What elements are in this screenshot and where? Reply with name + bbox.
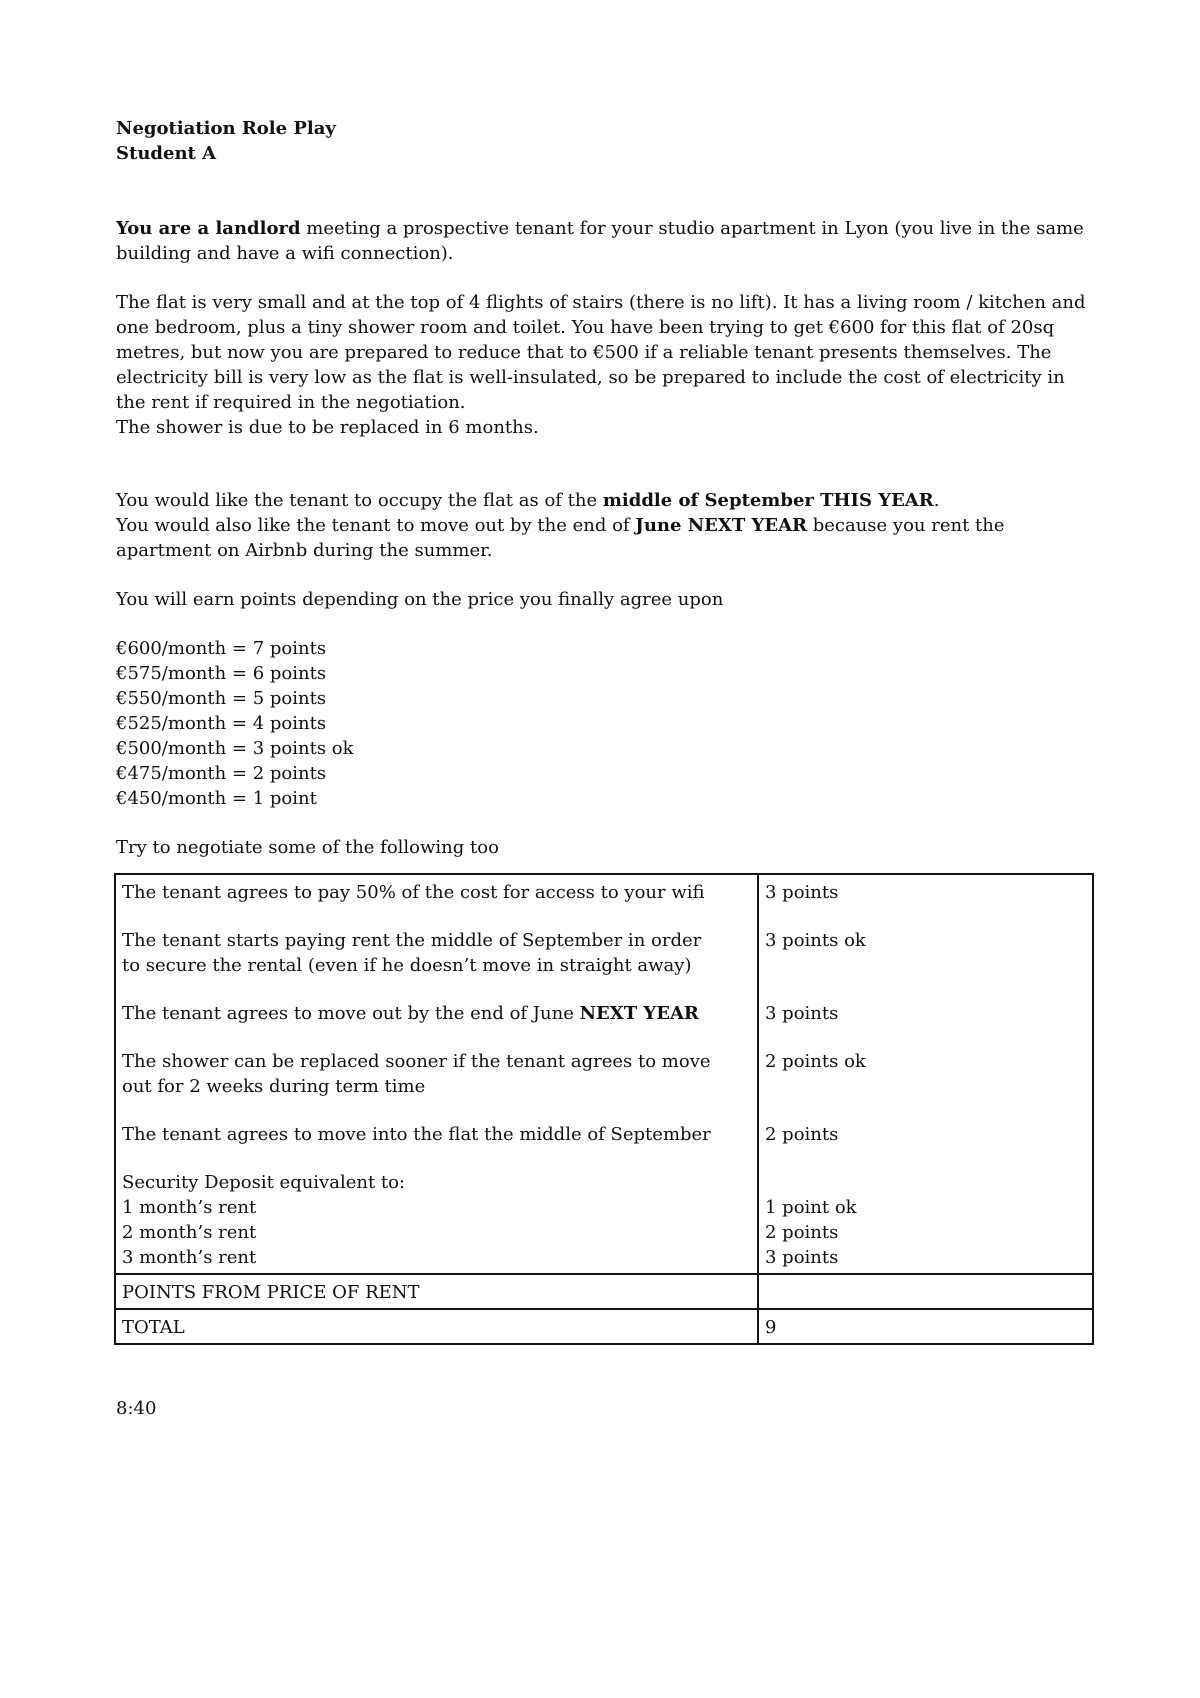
deposit-points: 3 points bbox=[765, 1247, 839, 1268]
price-point-item: €475/month = 2 points bbox=[116, 763, 327, 784]
shower-points: 2 points ok bbox=[765, 1051, 866, 1072]
move-in-points: 2 points bbox=[765, 1124, 839, 1145]
rent-start-item-line1: The tenant starts paying rent the middle of September in order bbox=[122, 930, 702, 951]
document-body bbox=[116, 116, 1096, 860]
move-out-points: 3 points bbox=[765, 1003, 839, 1024]
negotiate-intro: Try to negotiate some of the following too bbox=[116, 837, 499, 858]
description-paragraph: The flat is very small and at the top of 4 flights of stairs (there is no lift). It has a living room / kitchen and one bedroom, plus a tiny shower room and toilet. You have been trying to get €600 for this flat of 20sq metres, but now you are prepared to reduce that to €500 if a reliable tenant presents themselves. The electricity bill is very low as the flat is well-insulated, so be prepared to include the cost of electricity in the rent if required in the negotiation. bbox=[116, 292, 1086, 413]
deposit-label: Security Deposit equivalent to: bbox=[122, 1172, 406, 1193]
intro-paragraph bbox=[116, 216, 1096, 266]
table-row bbox=[115, 1274, 1093, 1309]
price-point-item: €550/month = 5 points bbox=[116, 688, 327, 709]
deposit-option: 2 month’s rent bbox=[122, 1222, 257, 1243]
points-cell bbox=[758, 874, 1093, 1274]
points-intro: You will earn points depending on the price you finally agree upon bbox=[116, 589, 724, 610]
table-row bbox=[115, 874, 1093, 1274]
negotiation-points-table bbox=[114, 873, 1094, 1345]
move-out-bold: June NEXT YEAR bbox=[635, 515, 807, 536]
rent-points-label: POINTS FROM PRICE OF RENT bbox=[115, 1274, 758, 1309]
occupy-paragraph bbox=[116, 488, 1096, 513]
price-point-item: €450/month = 1 point bbox=[116, 788, 317, 809]
deposit-points: 1 point ok bbox=[765, 1197, 857, 1218]
items-cell bbox=[115, 874, 758, 1274]
move-out-end: because you rent the apartment on Airbnb during the summer. bbox=[116, 515, 1005, 561]
rent-start-item-line2: to secure the rental (even if he doesn’t move in straight away) bbox=[122, 955, 692, 976]
shower-item-line2: out for 2 weeks during term time bbox=[122, 1076, 426, 1097]
move-out-text: You would also like the tenant to move out by the end of bbox=[116, 515, 636, 536]
document-subtitle: Student A bbox=[116, 143, 217, 164]
total-value: 9 bbox=[758, 1309, 1093, 1344]
intro-text: meeting a prospective tenant for your studio apartment in Lyon (you live in the same building and have a wifi connection). bbox=[116, 218, 1084, 264]
price-points-list bbox=[116, 636, 1096, 811]
occupy-text: You would like the tenant to occupy the flat as of the bbox=[116, 490, 603, 511]
table-row bbox=[115, 1309, 1093, 1344]
rent-points-value bbox=[758, 1274, 1093, 1309]
move-in-item: The tenant agrees to move into the flat the middle of September bbox=[122, 1124, 711, 1145]
move-out-item bbox=[122, 1001, 752, 1026]
shower-item-line1: The shower can be replaced sooner if the tenant agrees to move bbox=[122, 1051, 711, 1072]
occupy-bold: middle of September THIS YEAR bbox=[602, 490, 934, 511]
time-note: 8:40 bbox=[116, 1398, 157, 1419]
wifi-item: The tenant agrees to pay 50% of the cost for access to your wifi bbox=[122, 882, 705, 903]
deposit-points: 2 points bbox=[765, 1222, 839, 1243]
total-label: TOTAL bbox=[115, 1309, 758, 1344]
move-out-paragraph bbox=[116, 513, 1096, 563]
document-title: Negotiation Role Play bbox=[116, 118, 336, 139]
rent-start-points: 3 points ok bbox=[765, 930, 866, 951]
intro-bold: You are a landlord bbox=[116, 218, 301, 239]
move-out-item-bold: NEXT YEAR bbox=[579, 1003, 699, 1024]
deposit-option: 3 month’s rent bbox=[122, 1247, 257, 1268]
price-point-item: €600/month = 7 points bbox=[116, 638, 327, 659]
shower-note: The shower is due to be replaced in 6 months. bbox=[116, 417, 539, 438]
title-block bbox=[116, 116, 1096, 166]
move-out-item-text: The tenant agrees to move out by the end of June bbox=[122, 1003, 580, 1024]
deposit-option: 1 month’s rent bbox=[122, 1197, 257, 1218]
wifi-points: 3 points bbox=[765, 882, 839, 903]
price-point-item: €575/month = 6 points bbox=[116, 663, 327, 684]
price-point-item: €525/month = 4 points bbox=[116, 713, 327, 734]
occupy-end: . bbox=[933, 490, 940, 511]
price-point-item: €500/month = 3 points ok bbox=[116, 738, 354, 759]
